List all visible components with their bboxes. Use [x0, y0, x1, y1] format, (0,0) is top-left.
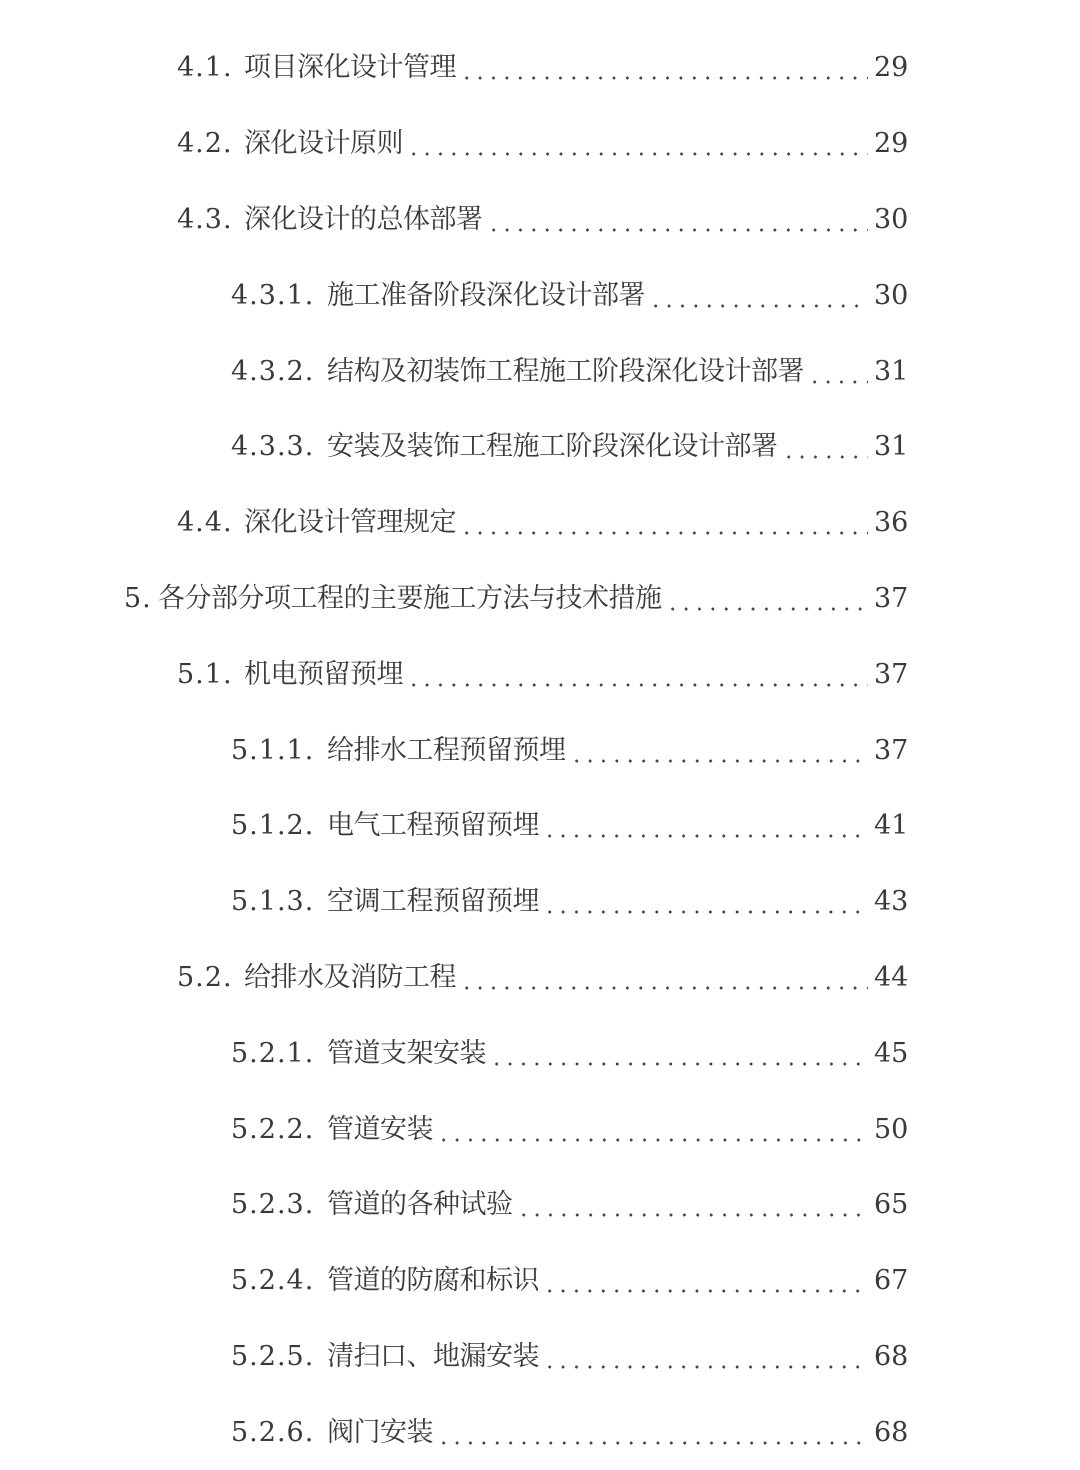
dot-leader: [407, 130, 868, 157]
toc-entry-title: 给排水工程预留预埋: [327, 734, 566, 766]
dot-leader: [543, 1343, 868, 1370]
table-of-contents: [0, 30, 1080, 1470]
dot-leader: [487, 206, 869, 233]
toc-entry-page: 41: [874, 810, 909, 842]
dot-leader: [666, 585, 869, 612]
toc-entry-4-4[interactable]: [0, 485, 1080, 561]
toc-entry-title: 结构及初装饰工程施工阶段深化设计部署: [327, 355, 804, 387]
dot-leader: [460, 964, 868, 991]
toc-entry-page: 43: [874, 886, 909, 918]
toc-entry-title: 管道的防腐和标识: [327, 1265, 539, 1297]
toc-entry-number: 5.1.1.: [231, 734, 315, 766]
toc-entry-title: 管道的各种试验: [327, 1189, 513, 1221]
toc-entry-number: 5.2.: [177, 961, 233, 993]
toc-entry-5-2-5[interactable]: [0, 1319, 1080, 1395]
toc-entry-number: 4.3.3.: [231, 431, 315, 463]
toc-entry-number: 5.2.4.: [231, 1265, 315, 1297]
toc-entry-number: 5.2.6.: [231, 1416, 315, 1448]
toc-entry-page: 37: [874, 734, 909, 766]
toc-entry-title: 管道安装: [327, 1113, 433, 1145]
toc-entry-page: 30: [874, 279, 909, 311]
toc-entry-page: 68: [874, 1340, 909, 1372]
toc-entry-title: 给排水及消防工程: [244, 961, 456, 993]
toc-entry-title: 深化设计原则: [244, 128, 403, 160]
toc-entry-4-3-2[interactable]: [0, 333, 1080, 409]
toc-entry-4-2[interactable]: [0, 106, 1080, 182]
toc-entry-page: 37: [874, 582, 909, 614]
toc-entry-5-2-2[interactable]: [0, 1091, 1080, 1167]
toc-entry-5-1-2[interactable]: [0, 788, 1080, 864]
toc-entry-page: 36: [874, 507, 909, 539]
dot-leader: [543, 1267, 868, 1294]
dot-leader: [460, 54, 868, 81]
toc-entry-5-1[interactable]: [0, 636, 1080, 712]
toc-entry-number: 4.3.1.: [231, 279, 315, 311]
toc-entry-5-1-1[interactable]: [0, 712, 1080, 788]
toc-entry-number: 5.1.: [177, 658, 233, 690]
toc-entry-title: 空调工程预留预埋: [327, 886, 539, 918]
dot-leader: [517, 1191, 869, 1218]
dot-leader: [649, 282, 868, 309]
toc-entry-page: 37: [874, 658, 909, 690]
toc-entry-page: 31: [874, 355, 909, 387]
toc-entry-page: 44: [874, 961, 909, 993]
dot-leader: [543, 888, 868, 915]
dot-leader: [782, 433, 869, 460]
toc-entry-4-3-3[interactable]: [0, 409, 1080, 485]
toc-entry-number: 5.1.3.: [231, 886, 315, 918]
dot-leader: [570, 737, 869, 764]
toc-entry-number: 4.3.2.: [231, 355, 315, 387]
dot-leader: [437, 1419, 868, 1446]
toc-entry-4-1[interactable]: [0, 30, 1080, 106]
toc-entry-number: 4.3.: [177, 203, 233, 235]
toc-entry-title: 清扫口、地漏安装: [327, 1340, 539, 1372]
dot-leader: [407, 661, 868, 688]
toc-entry-number: 4.1.: [177, 52, 233, 84]
toc-entry-page: 45: [874, 1037, 909, 1069]
toc-entry-number: 5.2.2.: [231, 1113, 315, 1145]
toc-entry-number: 5.2.1.: [231, 1037, 315, 1069]
toc-entry-number: 5.2.3.: [231, 1189, 315, 1221]
dot-leader: [808, 358, 868, 385]
toc-entry-number: 5.1.2.: [231, 810, 315, 842]
toc-entry-title: 阀门安装: [327, 1416, 433, 1448]
toc-entry-4-3[interactable]: [0, 182, 1080, 258]
toc-entry-title: 项目深化设计管理: [244, 52, 456, 84]
toc-entry-5-2-4[interactable]: [0, 1243, 1080, 1319]
dot-leader: [460, 509, 868, 536]
toc-entry-number: 5.: [124, 582, 152, 614]
toc-entry-page: 31: [874, 431, 909, 463]
dot-leader: [543, 812, 868, 839]
dot-leader: [490, 1040, 868, 1067]
toc-entry-page: 67: [874, 1265, 909, 1297]
toc-entry-page: 50: [874, 1113, 909, 1145]
toc-entry-page: 68: [874, 1416, 909, 1448]
toc-entry-title: 机电预留预埋: [244, 658, 403, 690]
toc-entry-page: 65: [874, 1189, 909, 1221]
toc-entry-page: 29: [874, 52, 909, 84]
toc-entry-title: 电气工程预留预埋: [327, 810, 539, 842]
toc-entry-number: 5.2.5.: [231, 1340, 315, 1372]
toc-entry-number: 4.4.: [177, 507, 233, 539]
toc-entry-title: 管道支架安装: [327, 1037, 486, 1069]
toc-entry-5-2-3[interactable]: [0, 1167, 1080, 1243]
toc-entry-5-2[interactable]: [0, 940, 1080, 1016]
toc-entry-5-2-6[interactable]: [0, 1394, 1080, 1470]
toc-entry-page: 30: [874, 203, 909, 235]
toc-entry-4-3-1[interactable]: [0, 257, 1080, 333]
dot-leader: [437, 1116, 868, 1143]
toc-entry-5-2-1[interactable]: [0, 1015, 1080, 1091]
toc-entry-page: 29: [874, 128, 909, 160]
toc-entry-5[interactable]: [0, 561, 1080, 637]
toc-entry-title: 施工准备阶段深化设计部署: [327, 279, 645, 311]
toc-entry-number: 4.2.: [177, 128, 233, 160]
toc-entry-title: 各分部分项工程的主要施工方法与技术措施: [158, 582, 662, 614]
toc-entry-title: 安装及装饰工程施工阶段深化设计部署: [327, 431, 778, 463]
toc-entry-title: 深化设计管理规定: [244, 507, 456, 539]
toc-entry-title: 深化设计的总体部署: [244, 203, 483, 235]
toc-entry-5-1-3[interactable]: [0, 864, 1080, 940]
